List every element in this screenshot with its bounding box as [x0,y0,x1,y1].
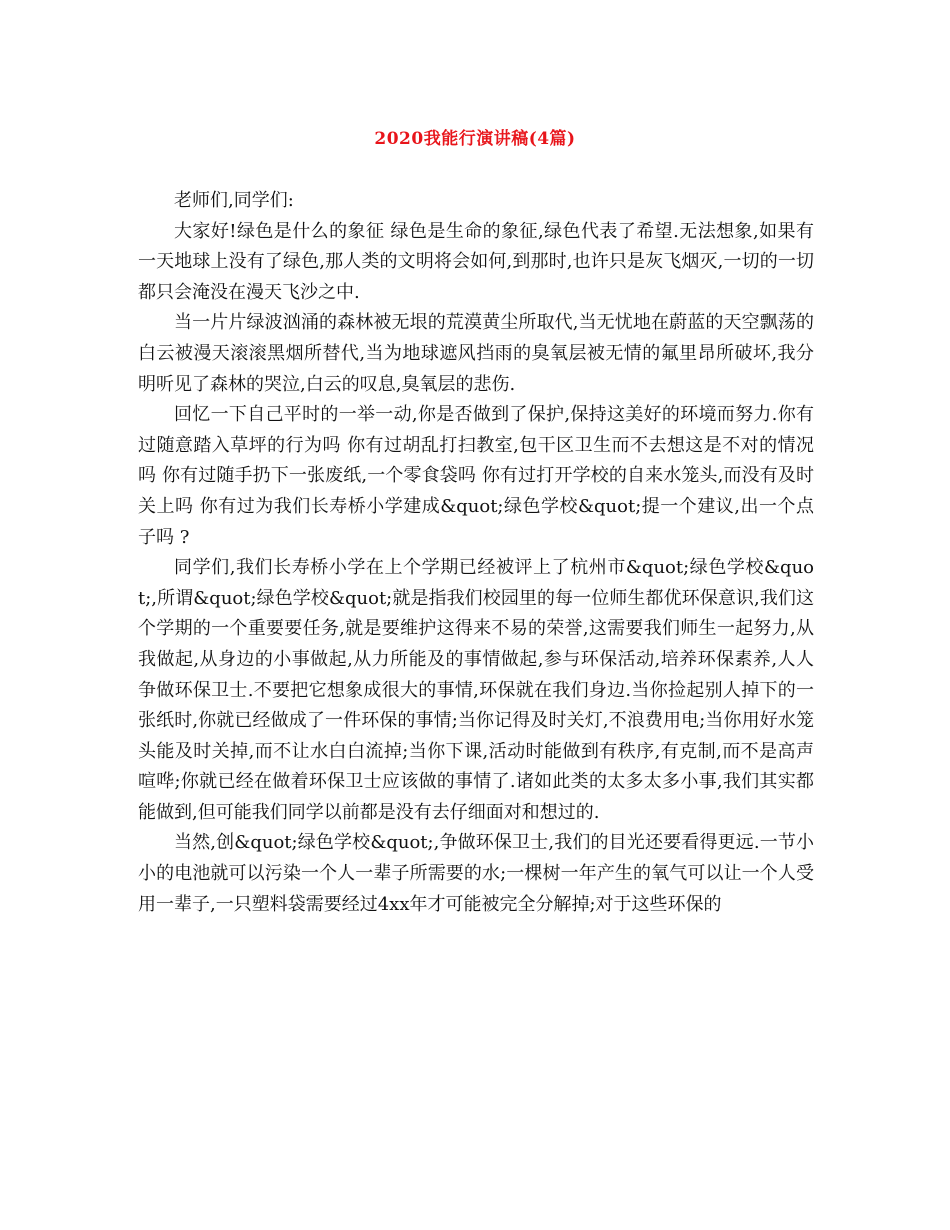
document-body [138,186,814,920]
document-title: 2020我能行演讲稿(4篇) [374,129,576,149]
paragraph-3: 回忆一下自己平时的一举一动,你是否做到了保护,保持这美好的环境而努力.你有过随意踏入草坪的行为吗 你有过胡乱打扫教室,包干区卫生而不去想这是不对的情况吗 你有过随手扔下一张废纸,一个零食袋吗 你有过打开学校的自来水笼头,而没有及时关上吗 你有过为我们长寿桥小学建成&quot;绿色学校&quot;提一个建议,出一个点子吗 ? [138,404,814,548]
paragraph-1: 大家好!绿色是什么的象征 绿色是生命的象征,绿色代表了希望.无法想象,如果有一天地球上没有了绿色,那人类的文明将会如何,到那时,也许只是灰飞烟灭,一切的一切都只会淹没在漫天飞沙之中. [138,220,814,303]
paragraph-5: 当然,创&quot;绿色学校&quot;,争做环保卫士,我们的目光还要看得更远.一节小小的电池就可以污染一个人一辈子所需要的水;一棵树一年产生的氧气可以让一个人受用一辈子,一只塑料袋需要经过4xx年才可能被完全分解掉;对于这些环保的 [138,832,814,915]
paragraph-4: 同学们,我们长寿桥小学在上个学期已经被评上了杭州市&quot;绿色学校&quot;,所谓&quot;绿色学校&quot;就是指我们校园里的每一位师生都优环保意识,我们这个学期的一个重要要任务,就是要维护这得来不易的荣誉,这需要我们师生一起努力,从我做起,从身边的小事做起,从力所能及的事情做起,参与环保活动,培养环保素养,人人争做环保卫士.不要把它想象成很大的事情,环保就在我们身边.当你捡起别人掉下的一张纸时,你就已经做成了一件环保的事情;当你记得及时关灯,不浪费用电;当你用好水笼头能及时关掉,而不让水白白流掉;当你下课,活动时能做到有秩序,有克制,而不是高声喧哗;你就已经在做着环保卫士应该做的事情了.诸如此类的太多太多小事,我们其实都能做到,但可能我们同学以前都是没有去仔细面对和想过的. [138,557,814,823]
paragraph-2: 当一片片绿波汹涌的森林被无垠的荒漠黄尘所取代,当无忧地在蔚蓝的天空飘荡的白云被漫天滚滚黑烟所替代,当为地球遮风挡雨的臭氧层被无情的氟里昂所破坏,我分明听见了森林的哭泣,白云的叹息,臭氧层的悲伤. [138,312,814,395]
paragraph-greeting: 老师们,同学们: [174,190,294,211]
